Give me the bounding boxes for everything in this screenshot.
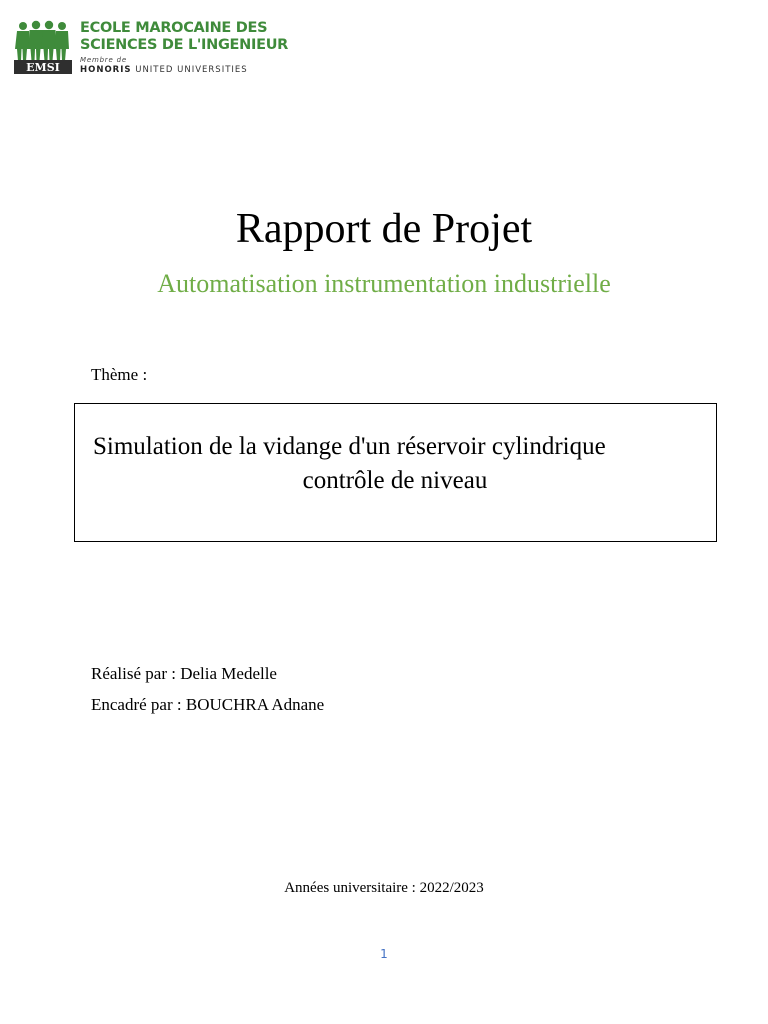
school-name-line-2: SCIENCES DE L'INGENIEUR [80, 37, 289, 53]
emsi-abbreviation: EMSI [26, 61, 60, 74]
honoris-row [80, 65, 248, 75]
theme-text-line-2: contrôle de niveau [302, 467, 488, 494]
academic-year: Années universitaire : 2022/2023 [284, 880, 484, 896]
theme-box [74, 403, 717, 542]
report-subtitle: Automatisation instrumentation industrielle [157, 269, 611, 298]
united-universities-label: UNITED UNIVERSITIES [135, 65, 248, 75]
report-title: Rapport de Projet [235, 206, 533, 252]
emsi-logo [14, 20, 289, 76]
membre-de-label: Membre de [80, 56, 127, 64]
theme-label: Thème : [91, 365, 148, 384]
school-name-line-1: ECOLE MAROCAINE DES [80, 20, 268, 36]
supervisor-line: Encadré par : BOUCHRA Adnane [91, 695, 325, 714]
page-number: 1 [380, 947, 388, 961]
theme-text-line-1: Simulation de la vidange d'un réservoir cylindrique [93, 433, 606, 460]
honoris-label: HONORIS [80, 65, 132, 75]
emsi-emblem-icon [14, 20, 72, 74]
author-line: Réalisé par : Delia Medelle [91, 664, 277, 683]
